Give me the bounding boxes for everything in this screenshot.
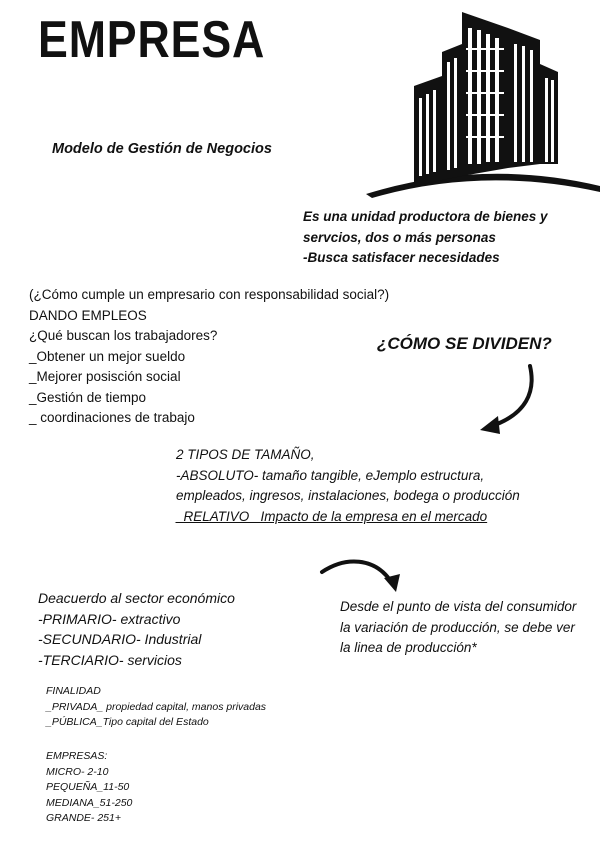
empresas-line: PEQUEÑA_11-50 — [46, 781, 130, 793]
page-title: EMPRESA — [38, 11, 266, 69]
arrow-down-right-icon — [318, 556, 408, 596]
size-relativo: _RELATIVO_ Impacto de la empresa en el mercado — [176, 508, 488, 524]
question-heading: ¿CÓMO SE DIVIDEN? — [377, 334, 552, 353]
empresas-line: EMPRESAS: — [46, 750, 108, 762]
sector-line: -SECUNDARIO- Industrial — [38, 631, 202, 647]
social-responsibility-block — [29, 285, 389, 429]
empresas-line: MEDIANA_51-250 — [46, 796, 133, 809]
social-line: DANDO EMPLEOS — [29, 307, 147, 323]
social-line: _Obtener un mejor sueldo — [29, 348, 186, 364]
empresas-line: GRANDE- 251+ — [46, 812, 121, 824]
arrow-down-left-icon — [470, 362, 560, 442]
sector-line: -TERCIARIO- servicios — [38, 651, 182, 668]
empresas-line: MICRO- 2-10 — [46, 765, 109, 778]
definition-line: -Busca satisfacer necesidades — [303, 250, 500, 265]
size-types-block — [176, 445, 556, 527]
social-line: ¿Qué buscan los trabajadores? — [29, 328, 218, 343]
empresas-block — [46, 749, 132, 827]
size-heading: 2 TIPOS DE TAMAÑO, — [176, 447, 315, 462]
finalidad-block — [46, 684, 266, 731]
finalidad-line: _PRIVADA_ propiedad capital, manos privadas — [46, 700, 267, 713]
sector-line: -PRIMARIO- extractivo — [38, 610, 181, 627]
social-line: _ coordinaciones de trabajo — [29, 410, 195, 425]
subtitle: Modelo de Gestión de Negocios — [52, 141, 272, 157]
definition-line: Es una unidad productora de bienes y — [303, 209, 548, 224]
social-line: _Gestión de tiempo — [29, 389, 147, 405]
sector-block — [38, 588, 235, 670]
definition-line: servcios, dos o más personas — [303, 229, 496, 245]
definition-block — [303, 207, 548, 269]
social-line: (¿Cómo cumple un empresario con responsabilidad social?) — [29, 287, 390, 302]
social-line: _Mejorer posisción social — [29, 369, 181, 384]
consumer-view-block: Desde el punto de vista del consumidor la variación de producción, se debe ver la linea de producción* — [340, 599, 577, 655]
building-icon — [362, 8, 600, 208]
size-absoluto: -ABSOLUTO- tamaño tangible, eJemplo estructura, empleados, ingresos, instalaciones, bodega o producción — [176, 467, 520, 503]
sector-line: Deacuerdo al sector económico — [38, 590, 235, 606]
finalidad-line: FINALIDAD — [46, 685, 101, 697]
finalidad-line: _PÚBLICA_Tipo capital del Estado — [46, 716, 209, 728]
